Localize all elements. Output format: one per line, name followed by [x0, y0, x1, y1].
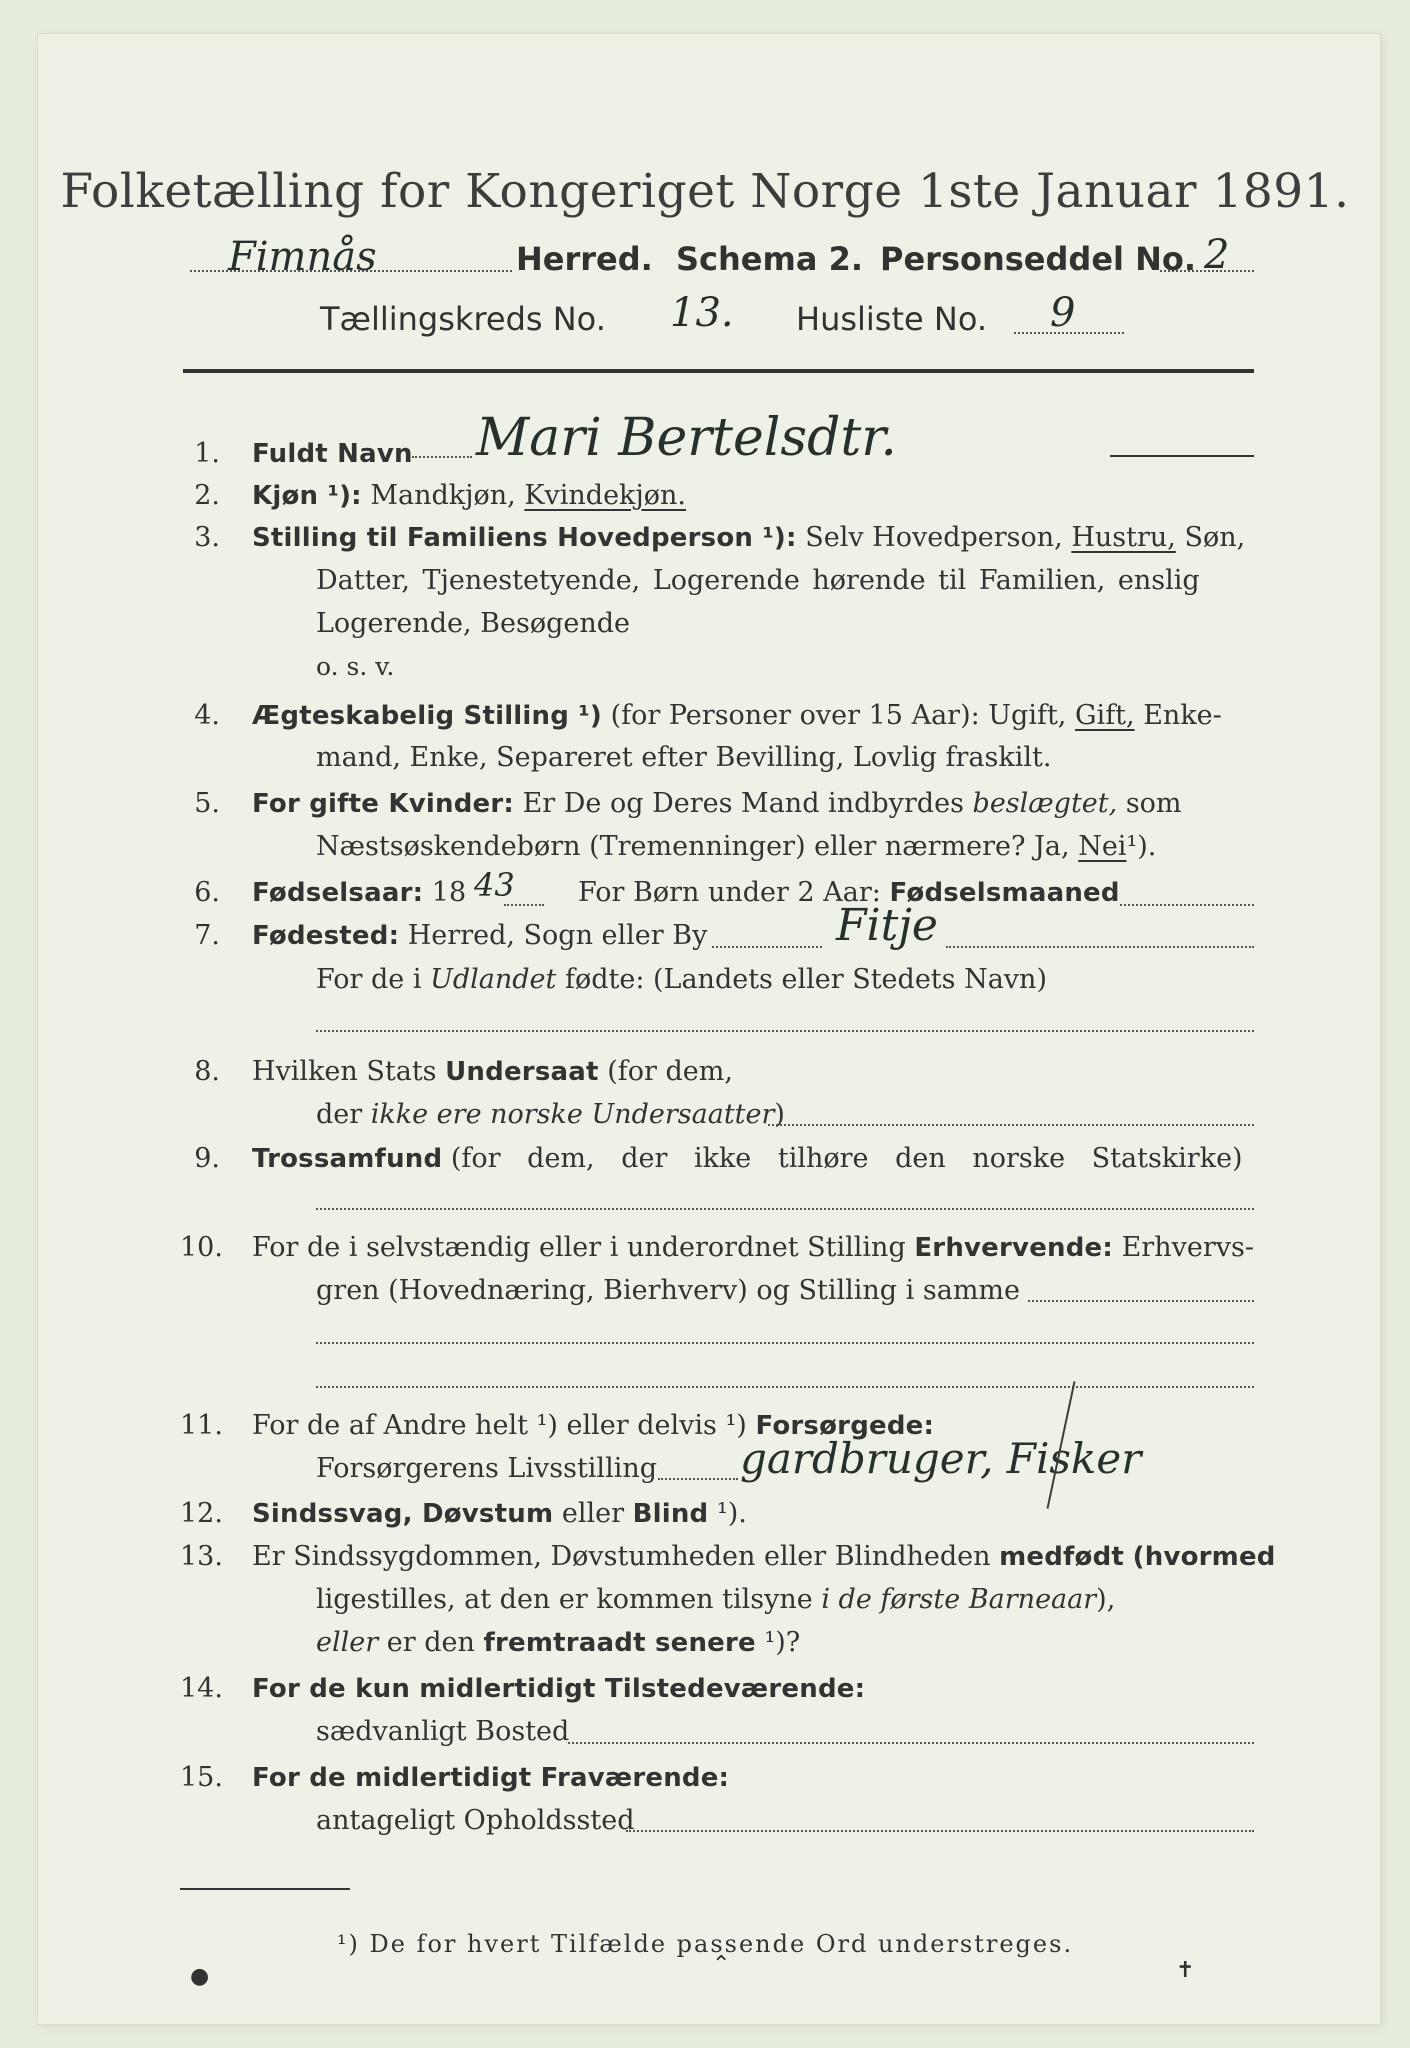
item-7-line-2b: Udlandet [430, 964, 557, 995]
item-11-line-2: Forsørgerens Livsstilling [316, 1453, 658, 1484]
item-13-line-1a: Er Sindssygdommen, Døvstumheden eller Blindheden [252, 1541, 991, 1572]
item-9-dots [316, 1208, 1254, 1210]
item-1-number: 1. [194, 438, 220, 469]
item-1-value: Mari Bertelsdtr. [476, 408, 897, 468]
item-4-line-1c: Enke- [1143, 700, 1222, 731]
item-11-line-1b: Forsørgede: [755, 1411, 935, 1441]
item-5-line-1b: beslægtet, [972, 788, 1118, 819]
item-3-number: 3. [194, 522, 220, 553]
item-12-number: 12. [180, 1498, 223, 1529]
item-14-label: For de kun midlertidigt Tilstedeværende: [252, 1674, 866, 1704]
item-7-dots-a [712, 946, 822, 948]
margin-mark-left: ● [190, 1964, 210, 1989]
item-3-line-3: Logerende, Besøgende [316, 608, 630, 639]
item-12-label: Sindssvag, Døvstum [252, 1499, 554, 1529]
item-13-line-3b: er den [386, 1627, 475, 1658]
item-13-line-3c: fremtraadt senere [483, 1628, 756, 1658]
item-9-line-1: (for dem, der ikke tilhøre den norske Statskirke) [450, 1143, 1243, 1174]
item-8-number: 8. [194, 1056, 220, 1087]
item-10-number: 10. [180, 1232, 223, 1263]
item-4-line-2: mand, Enke, Separeret efter Bevilling, Lovlig fraskilt. [316, 742, 1052, 773]
item-3-opt-hustru: Hustru, [1071, 522, 1176, 553]
item-5-line-1c: som [1125, 788, 1182, 819]
item-9-label: Trossamfund [252, 1144, 443, 1174]
item-11-line-1a: For de af Andre helt ¹) eller delvis ¹) [252, 1410, 747, 1441]
item-14-number: 14. [180, 1673, 223, 1704]
husliste-value: 9 [1050, 290, 1076, 336]
item-6-number: 6. [194, 877, 220, 908]
item-2-option-male: Mandkjøn, [370, 480, 516, 511]
item-6-dots-a [504, 904, 544, 906]
item-7-dots-c [316, 1030, 1254, 1032]
husliste-label: Husliste No. [796, 300, 987, 338]
item-7-line-2a: For de i [316, 964, 422, 995]
item-8-line-1a: Hvilken Stats [252, 1056, 437, 1087]
item-1-dots-a [412, 456, 472, 458]
item-2-number: 2. [194, 480, 220, 511]
item-13-line-2c: ), [1096, 1584, 1116, 1615]
personseddel-label: Personseddel No. [880, 240, 1197, 278]
form-title: Folketælling for Kongeriget Norge 1ste Januar 1891. [60, 164, 1350, 219]
item-2-label: Kjøn ¹): [252, 481, 362, 511]
kreds-label: Tællingskreds No. [320, 300, 606, 338]
item-8-dots [768, 1124, 1254, 1126]
footnote: ¹) De for hvert Tilfælde passende Ord understreges. [336, 1930, 1074, 1958]
item-6-value: 43 [474, 866, 515, 904]
item-8-line-2b: ikke ere norske Undersaatter [370, 1099, 775, 1130]
item-5-number: 5. [194, 788, 220, 819]
item-5-line-1a: Er De og Deres Mand indbyrdes [522, 788, 964, 819]
herred-value: Fimnås [228, 234, 377, 280]
item-13-line-2a: ligestilles, at den er kommen tilsyne [316, 1584, 813, 1615]
item-10-dots-c [316, 1386, 1254, 1388]
item-11-number: 11. [180, 1410, 223, 1441]
item-12-line-1d: ¹). [716, 1498, 747, 1529]
item-7-label: Fødested: [252, 921, 400, 951]
item-6-label: Fødselsaar: [252, 878, 424, 908]
item-8-line-1b: Undersaat [445, 1057, 599, 1087]
item-7-value: Fitje [836, 900, 938, 951]
header-rule [183, 369, 1254, 373]
item-11-value: gardbruger, Fisker [740, 1434, 1142, 1483]
item-6-line-1c: Fødselsmaaned [889, 878, 1120, 908]
item-5-line-2c: ¹). [1126, 831, 1157, 862]
item-3-opt-son: Søn, [1184, 522, 1246, 553]
item-7-dots-b [946, 946, 1254, 948]
item-10-line-2: gren (Hovednæring, Bierhverv) og Stilling i samme [316, 1275, 1021, 1306]
personseddel-value: 2 [1204, 232, 1230, 278]
item-14-line-2: sædvanligt Bosted [316, 1716, 570, 1747]
herred-label: Herred. [516, 240, 653, 278]
item-15-label: For de midlertidigt Fraværende: [252, 1763, 730, 1793]
item-5-label: For gifte Kvinder: [252, 789, 514, 819]
item-6-prefix: 18 [431, 877, 467, 908]
kreds-value: 13. [670, 290, 734, 336]
item-3-line-4: o. s. v. [316, 652, 395, 681]
item-3-line-2: Datter, Tjenestetyende, Logerende hørende til Familien, enslig [316, 565, 1200, 596]
item-10-line-1a: For de i selvstændig eller i underordnet Stilling [252, 1232, 906, 1263]
item-13-number: 13. [180, 1541, 223, 1572]
item-6-dots-b [1120, 904, 1254, 906]
item-7-number: 7. [194, 920, 220, 951]
item-13-line-3a: eller [316, 1627, 379, 1658]
item-15-line-2: antageligt Opholdssted [316, 1805, 635, 1836]
item-12-line-1c: Blind [632, 1499, 709, 1529]
footnote-rule [180, 1888, 350, 1890]
item-12-line-1b: eller [561, 1498, 624, 1529]
item-5-line-2a: Næstsøskendebørn (Tremenninger) eller nærmere? Ja, [316, 831, 1070, 862]
item-11-dots [658, 1478, 738, 1480]
item-3-opt-selv: Selv Hovedperson, [805, 522, 1063, 553]
item-2-option-female: Kvindekjøn. [524, 480, 687, 511]
item-6-line-1b: For Børn under 2 Aar: [578, 877, 881, 908]
item-14-dots [568, 1742, 1254, 1744]
item-5-opt-nei: Nei [1078, 831, 1127, 862]
item-8-line-1c: (for dem, [607, 1056, 733, 1087]
item-10-line-1b: Erhvervende: [914, 1233, 1113, 1263]
item-4-opt-gift: Gift, [1074, 700, 1135, 731]
item-8-line-2a: der [316, 1099, 363, 1130]
personseddel-dots [1160, 270, 1254, 272]
item-1-label: Fuldt Navn [252, 439, 413, 469]
item-10-dots-a [1028, 1300, 1254, 1302]
item-10-line-1c: Erhvervs- [1121, 1232, 1254, 1263]
item-10-dots-b [316, 1342, 1254, 1344]
margin-mark-right: ✝ [1176, 1958, 1195, 1983]
item-8-line-2c: ) [774, 1099, 785, 1130]
item-4-number: 4. [194, 700, 220, 731]
item-13-line-3d: ¹)? [764, 1627, 801, 1658]
item-13-line-2b: i de første Barneaar [821, 1584, 1097, 1615]
item-7-line-1a: Herred, Sogn eller By [407, 920, 708, 951]
item-15-number: 15. [180, 1762, 223, 1793]
item-3-label: Stilling til Familiens Hovedperson ¹): [252, 523, 797, 553]
item-4-line-1a: (for Personer over 15 Aar): Ugift, [610, 700, 1067, 731]
item-15-dots [626, 1830, 1254, 1832]
herred-dots [190, 270, 512, 272]
item-1-line [1110, 455, 1254, 457]
item-13-line-1b: medfødt [999, 1542, 1125, 1572]
husliste-dots [1014, 332, 1124, 334]
item-9-number: 9. [194, 1143, 220, 1174]
item-4-label: Ægteskabelig Stilling ¹) [252, 701, 602, 731]
item-7-line-2c: fødte: (Landets eller Stedets Navn) [564, 964, 1047, 995]
item-13-line-1c: (hvormed [1132, 1542, 1276, 1572]
margin-mark-center: ⌃ [712, 1952, 731, 1977]
schema-label: Schema 2. [676, 240, 863, 278]
